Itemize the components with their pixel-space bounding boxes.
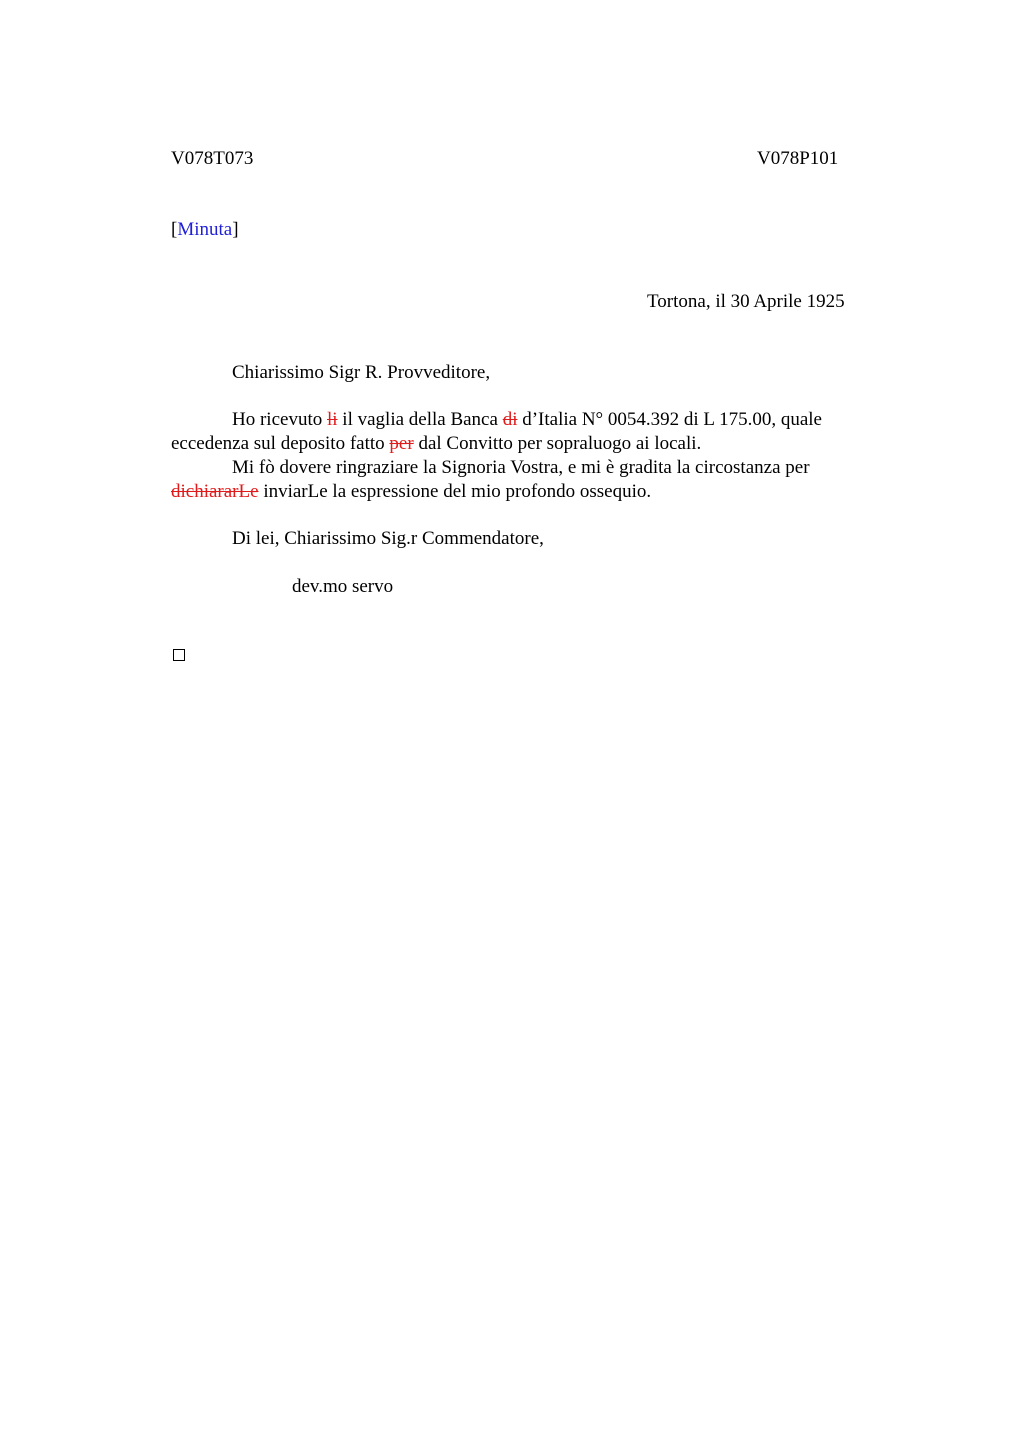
paragraph-1-text-a: Ho ricevuto [232, 409, 327, 430]
deleted-word: dichiararLe [171, 481, 259, 502]
deleted-word: per [389, 433, 414, 454]
closing-line: Di lei, Chiarissimo Sig.r Commendatore, [232, 528, 544, 549]
paragraph-1-text-d: dal Convitto per sopraluogo ai locali. [413, 433, 702, 454]
paragraph-2 [171, 456, 883, 504]
paragraph-2-text-a: Mi fò dovere ringraziare la Signoria Vostra, e mi è gradita la circostanza per [232, 457, 810, 478]
deleted-word: li [326, 409, 338, 430]
paragraph-1-text-b: il vaglia della Banca [337, 409, 503, 430]
paragraph-2-text-b: inviarLe la espressione del mio profondo ossequio. [258, 481, 652, 502]
document-id-left: V078T073 [171, 148, 254, 169]
signoff: dev.mo servo [292, 576, 394, 597]
paragraph-1-text-c: d’Italia N° 0054.392 di L 175.00, quale eccedenza sul deposito fatto [171, 409, 822, 454]
salutation: Chiarissimo Sigr R. Provveditore, [232, 362, 491, 383]
minuta-text: Minuta [177, 219, 233, 240]
deleted-word: di [502, 409, 518, 430]
checkbox-icon[interactable] [173, 649, 185, 661]
letter-body [171, 408, 883, 504]
minuta-label [171, 218, 239, 242]
dateline: Tortona, il 30 Aprile 1925 [647, 291, 845, 312]
document-id-right: V078P101 [757, 148, 839, 169]
minuta-bracket-close: ] [232, 219, 239, 240]
minuta-bracket-open: [ [171, 219, 178, 240]
paragraph-1 [171, 408, 883, 456]
